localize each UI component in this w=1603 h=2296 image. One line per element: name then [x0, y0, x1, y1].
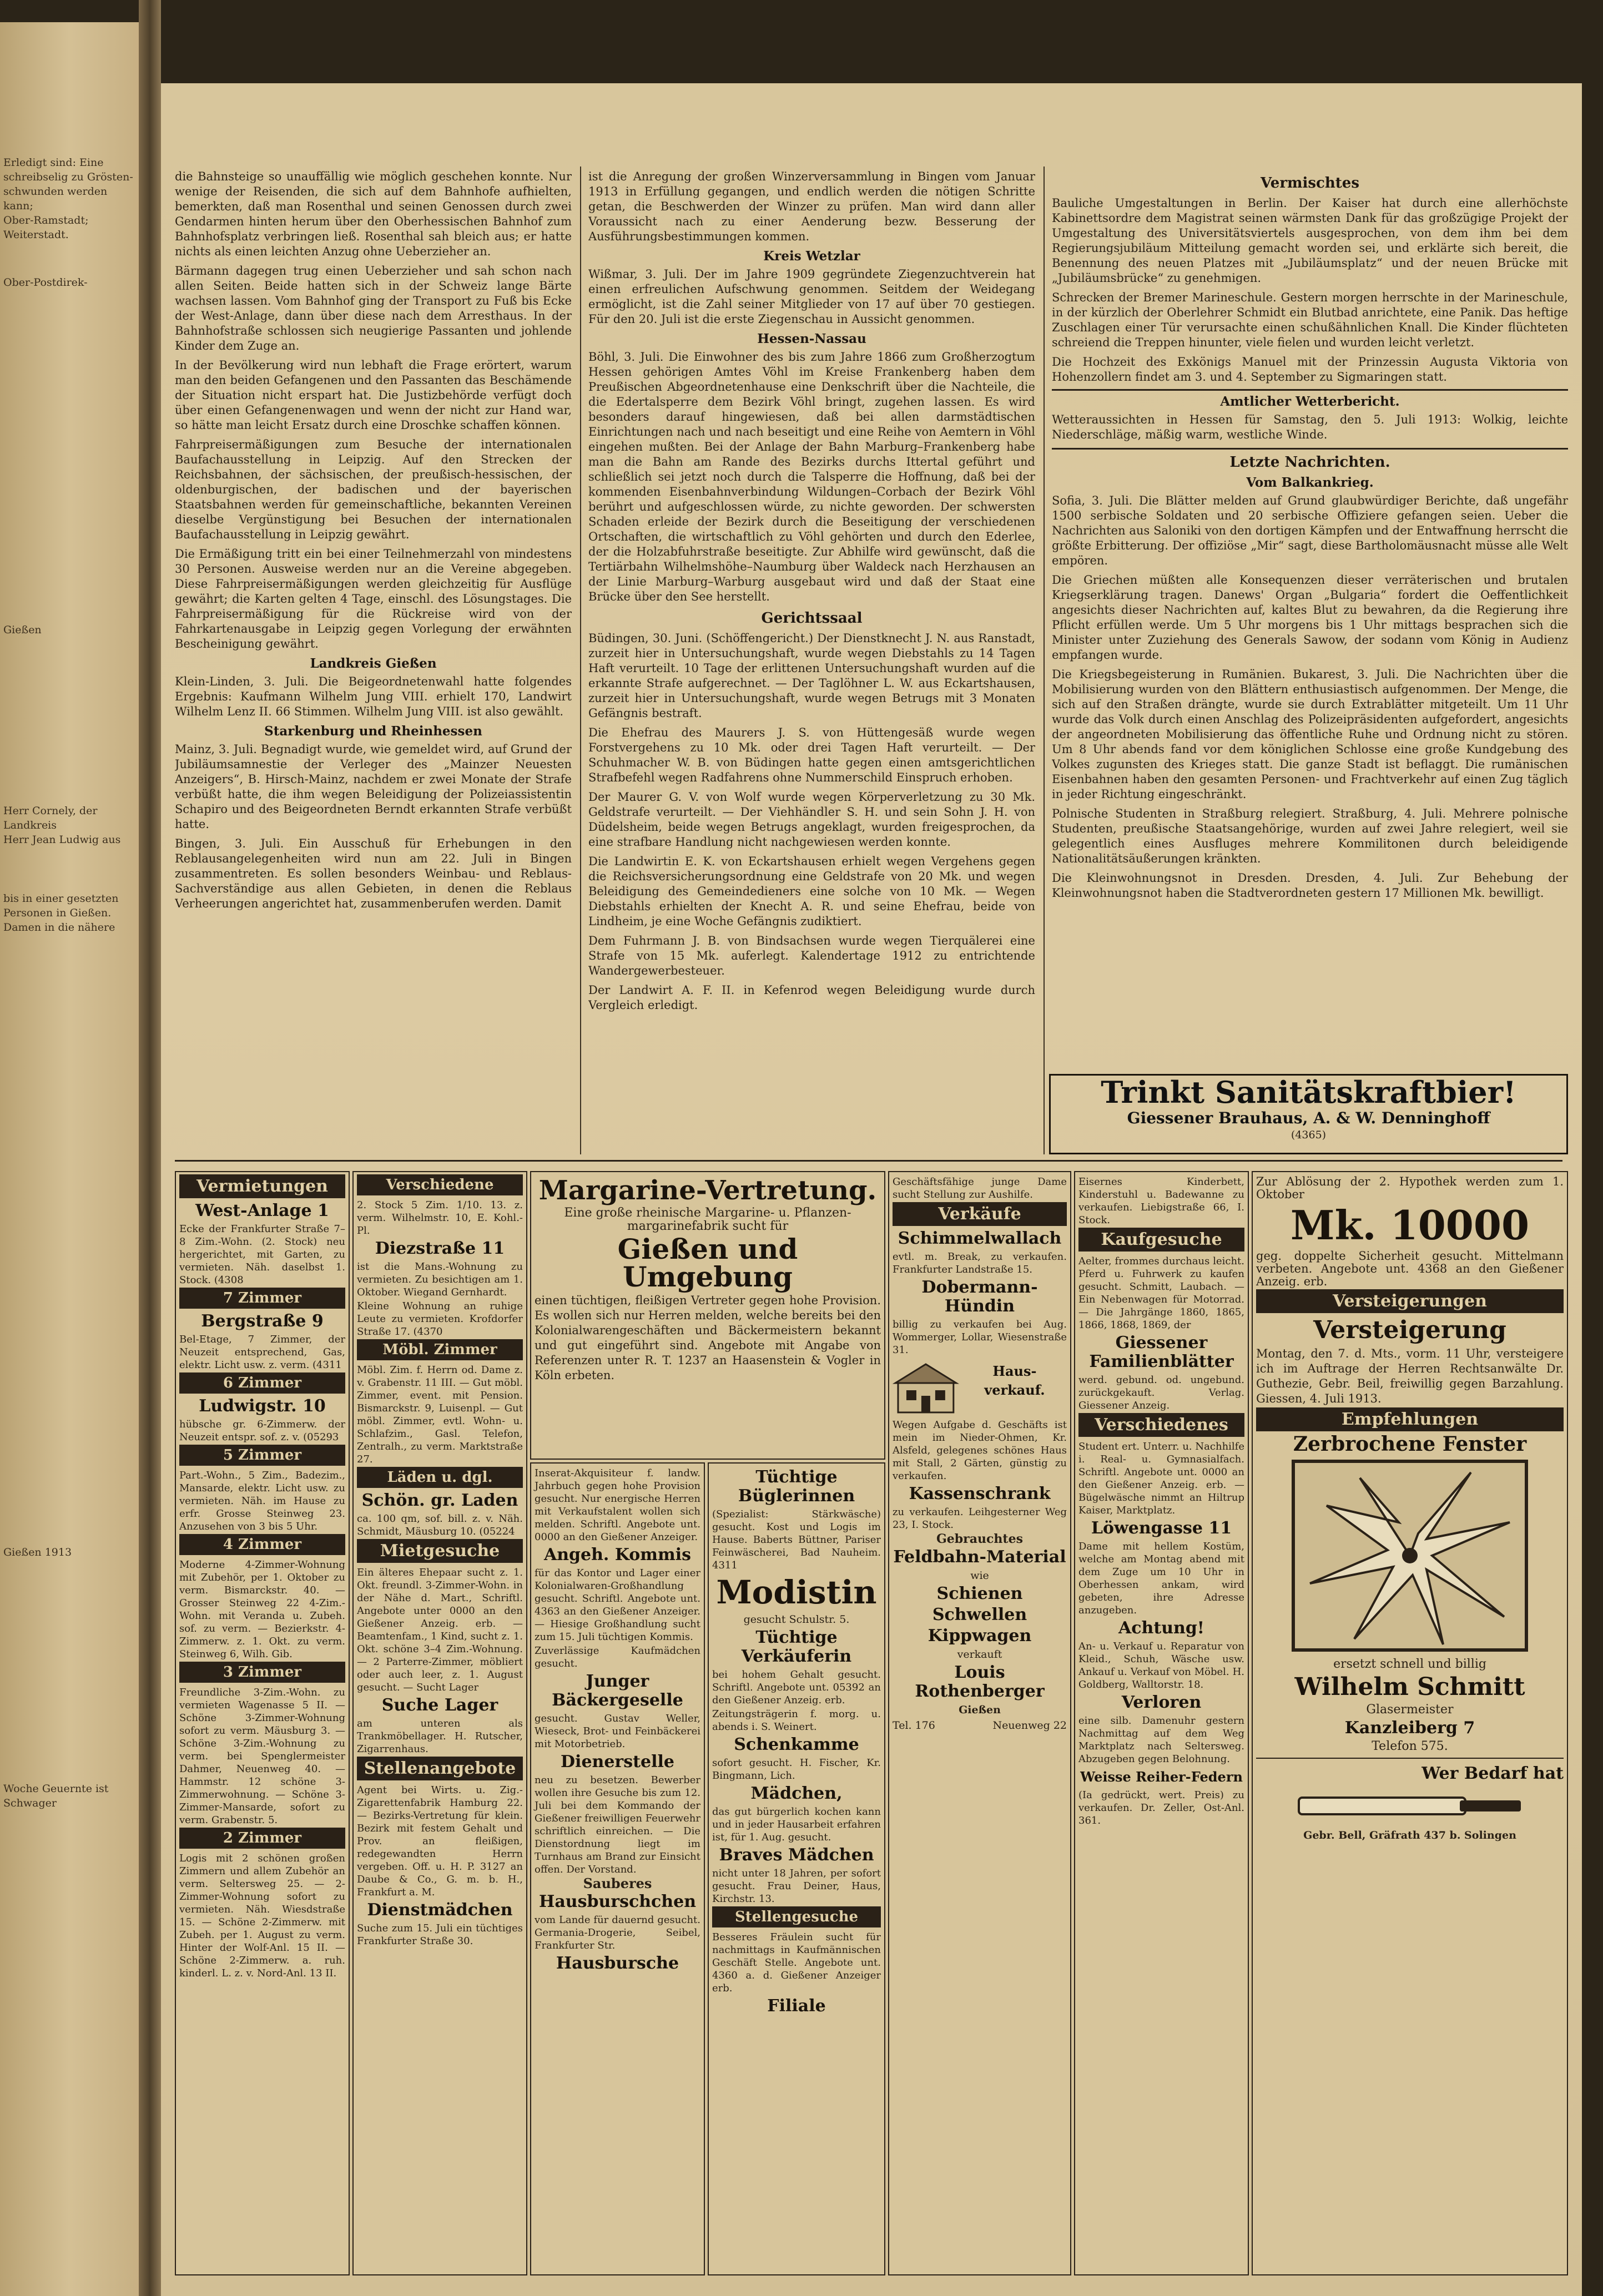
ad-text: Ein älteres Ehepaar sucht z. 1. Okt. freundl. 3-Zimmer-Wohn. in der Nähe d. Mart., Schriftl. Angebote unter 0000 an den Gießener Anzeig. erb. — Beamtenfam., 1 Kind, sucht z. 1. Okt. schöne 3–4 Zim.-Wohnung. — 2 Parterre-Zimmer, möbliert oder auch leer, z. 1. August gesucht. — Sucht Lager	[357, 1567, 523, 1693]
ad-title: Ludwigstr. 10	[199, 1396, 326, 1416]
left-line: Herr Cornely, der	[3, 805, 98, 817]
section-heading: Starkenburg und Rheinhessen	[264, 724, 482, 739]
ad-text: Sauberes	[583, 1875, 652, 1891]
ad-title: Hausburschchen	[538, 1892, 697, 1911]
article-paragraph: Mainz, 3. Juli. Begnadigt wurde, wie gemeldet wird, auf Grund der Jubiläumsamnestie der Verleger des „Mainzer Neuesten Anzeigers“, B. Hirsch-Mainz, nachdem er zwei Monate der Strafe verbüßt hatte, die ihm wegen Beleidigung der Polizeiassistentin Schapiro und des Beigeordneten Berndt erkannten Strafe verbüßt hatte.	[175, 743, 572, 831]
ad-section-label: Mietgesuche	[357, 1539, 523, 1563]
column-1	[175, 169, 572, 1157]
ad-section-label: Verschiedene	[357, 1174, 523, 1195]
ad-text: Part.-Wohn., 5 Zim., Badezim., Mansarde, elektr. Licht usw. zu vermieten. Näh. im Hause zu erfr. Grosse Steinweg 23. Anzusehen von 3 bis 5 Uhr.	[179, 1470, 345, 1532]
left-line: Gießen	[3, 624, 42, 636]
book-gutter	[139, 0, 161, 2296]
section-heading: Letzte Nachrichten.	[1052, 448, 1568, 471]
ad-text: eine silb. Damenuhr gestern Nachmittag auf dem Weg Marktplatz nach Seltersweg. Abzugeben gegen Belohnung.	[1078, 1715, 1244, 1765]
subsection-heading: Vom Balkankrieg.	[1246, 475, 1374, 490]
ad-text: Suche zum 15. Juli ein tüchtiges Frankfurter Straße 30.	[357, 1922, 523, 1947]
ad-column-empfehlungen	[1252, 1171, 1568, 2275]
razor-icon	[1293, 1787, 1526, 1825]
ad-section-label: 7 Zimmer	[179, 1288, 345, 1309]
ad-text: Kleine Wohnung an ruhige Leute zu vermieten. Krofdorfer Straße 17. (4370	[357, 1300, 523, 1338]
ad-section-label: 5 Zimmer	[179, 1445, 345, 1466]
ad-text: Eine große rheinische Margarine- u. Pflanzen-margarinefabrik sucht für	[564, 1206, 851, 1233]
ad-title: Dienerstelle	[561, 1752, 674, 1772]
ad-text: Ecke der Frankfurter Straße 7–8 Zim.-Wohn. (2. Stock) neu hergerichtet, mit Garten, zu vermieten. Näh. daselbst 1. Stock. (4308	[179, 1223, 345, 1286]
ad-title: Mk. 10000	[1290, 1202, 1530, 1249]
ad-text: werd. gebund. od. ungebund. zurückgekauft. Verlag. Giessener Anzeig.	[1078, 1374, 1244, 1411]
article-paragraph: Fahrpreisermäßigungen zum Besuche der internationalen Baufachausstellung in Leipzig. Auf den Strecken der Reichsbahnen, der sächsischen, der preußisch-hessischen, der oldenburgischen, der badischen und der bayerischen Staatsbahnen werden für gemeinschaftliche, bekannten Vereinen dieselbe Vergünstigung bei Besuchen der internationalen Baufachausstellung in Leipzig gewährt.	[175, 438, 572, 541]
left-line: schwunden werden kann;	[3, 185, 108, 212]
ad-title: Feldbahn-Material	[893, 1547, 1066, 1567]
article-paragraph: Wißmar, 3. Juli. Der im Jahre 1909 gegründete Ziegenzuchtverein hat einen erfreulichen Aufschwung genommen. Seitdem der Weidegang ermöglicht, ist die Zahl seiner Mitglieder von 17 auf über 70 gestiegen. Für den 20. Juli ist die erste Ziegenschau in Aussicht genommen.	[588, 268, 1035, 326]
ad-text: Gebr. Bell, Gräfrath 437 b. Solingen	[1303, 1829, 1516, 1841]
article-paragraph: Die Griechen müßten alle Konsequenzen dieser verräterischen und brutalen Kriegserklärung tragen. Danews' Organ „Bulgaria“ fordert die Oeffentlichkeit angesichts dieser Nachrichten auf, kaltes Blut zu bewahren, da die Regierung ihre Pflicht erfüllen werde. Um 5 Uhr morgens bis 1 Uhr mittags besprachen sich die Minister unter Zuziehung des Generals Sawow, der sodann vom König in Audienz empfangen wurde.	[1052, 573, 1568, 662]
ad-text: gesucht. Gustav Weller, Wieseck, Brot- und Feinbäckerei mit Motorbetrieb.	[535, 1713, 700, 1750]
ad-title: Schienen	[936, 1584, 1023, 1603]
ad-text: Eisernes Kinderbett, Kinderstuhl u. Badewanne zu verkaufen. Liebigstraße 66, I. Stock.	[1078, 1176, 1244, 1226]
house-icon	[893, 1360, 959, 1415]
section-heading: Landkreis Gießen	[310, 656, 437, 671]
left-line: Gießen 1913	[3, 1546, 72, 1558]
article-paragraph: Die Ermäßigung tritt ein bei einer Teilnehmerzahl von mindestens 30 Personen. Ausweise werden nur an die Vereine abgegeben. Diese Fahrpreisermäßigungen werden gleichzeitig für Ausflüge gewährt; die Karten gelten 4 Tage, einschl. des Lösungstages. Die Fahrpreisermäßigung für die Rückreise wird von der Fahrkartenausgabe in Leipzig gegen Vorlegung der erwähnten Bescheinigung gewährt.	[175, 547, 572, 650]
ad-text: Dame mit hellem Kostüm, welche am Montag abend mit dem Zuge um 10 Uhr in Oberhessen ankam, wird gebeten, ihre Adresse anzugeben.	[1078, 1541, 1244, 1616]
ad-text: Zeitungsträgerin f. morg. u. abends i. S. Weinert.	[712, 1708, 881, 1733]
ad-text: sofort gesucht. H. Fischer, Kr. Bingmann, Lich.	[712, 1757, 881, 1782]
section-heading: Vermischtes	[1261, 175, 1359, 191]
banner-subtitle: Giessener Brauhaus, A. & W. Denninghoff	[1127, 1109, 1490, 1127]
ad-text: das gut bürgerlich kochen kann und in jeder Hausarbeit erfahren ist, für 1. Aug. gesucht.	[712, 1806, 881, 1843]
ad-title: Diezstraße 11	[375, 1239, 505, 1258]
ad-column-kaufgesuche	[1074, 1171, 1249, 2275]
article-paragraph: In der Bevölkerung wird nun lebhaft die Frage erörtert, warum man den beiden Gefangenen und den Passanten das Beschämende der Situation nicht erspart hat. Die Justizbehörde verfügt doch über einen Gefangenenwagen und wenn der nicht zur Hand war, so hätte man leicht Ersatz durch eine Droschke schaffen können.	[175, 359, 572, 432]
ad-text: hübsche gr. 6-Zimmerw. der Neuzeit entspr. sof. z. v. (05293	[179, 1419, 345, 1443]
column-2	[588, 169, 1035, 1157]
article-paragraph: Bärmann dagegen trug einen Ueberzieher und sah schon nach allen Seiten. Beide hatten sich in der Schweiz lange Bärte wachsen lassen. Vom Bahnhof ging der Transport zu Fuß bis Ecke der West-Anlage, dann über diese nach dem Arresthaus. In der Bahnhofstraße schlossen sich neugierige Passanten und johlende Kinder dem Zuge an.	[175, 264, 572, 352]
ad-text: Freundliche 3-Zim.-Wohn. zu vermieten Wagenasse 5 II. — Schöne 3-Zimmer-Wohnung sofort zu verm. Mäusburg 3. — Schöne 3-Zim.-Wohnung zu verm. bei Spenglermeister Dahmer, Neuenweg 40. — Hammstr. 12 schöne 3-Zimmerwohnung. — Schöne 3-Zimmer-Mansarde, sofort zu verm. Grabenstr. 5.	[179, 1687, 345, 1826]
ad-title: Achtung!	[1118, 1618, 1204, 1638]
ad-title: Mädchen,	[750, 1784, 843, 1803]
ad-text: gesucht Schulstr. 5.	[743, 1613, 850, 1626]
article-paragraph: Die Hochzeit des Exkönigs Manuel mit der Prinzessin Augusta Viktoria von Hohenzollern findet am 3. und 4. September zu Sigmaringen statt.	[1052, 355, 1568, 383]
ad-column-stellen-1	[530, 1462, 705, 2275]
ad-title: Angeh. Kommis	[543, 1545, 692, 1565]
beer-banner	[1049, 1074, 1568, 1154]
left-line: Personen in Gießen.	[3, 907, 112, 919]
ad-section-label: Versteigerungen	[1256, 1289, 1564, 1313]
ad-text: Student ert. Unterr. u. Nachhilfe i. Real- u. Gymnasialfach. Schriftl. Angebote unt. 0000 an den Gießener Anzeig. erb. — Bügelwäsche nimmt an Hiltrup Kaiser, Marktplatz.	[1078, 1441, 1244, 1516]
ad-text: vom Lande für dauernd gesucht. Germania-Drogerie, Seibel, Frankfurter Str.	[535, 1914, 700, 1951]
ad-text: bei hohem Gehalt gesucht. Schriftl. Angebote unt. 05392 an den Gießener Anzeig. erb.	[712, 1669, 881, 1706]
left-line: Landkreis	[3, 819, 57, 831]
ad-column-verkaeufe	[888, 1171, 1071, 2275]
left-line: schreibselig zu Grösten-	[3, 171, 133, 183]
ad-title: Suche Lager	[381, 1695, 498, 1715]
ad-title: Verloren	[1121, 1693, 1202, 1712]
ad-title: Weisse Reiher-Federn	[1080, 1769, 1243, 1785]
adjacent-page	[0, 22, 139, 2296]
ad-section-label: Kaufgesuche	[1078, 1228, 1244, 1252]
ad-section-label: 2 Zimmer	[179, 1828, 345, 1849]
article-paragraph: Bauliche Umgestaltungen in Berlin. Der Kaiser hat durch eine allerhöchste Kabinettsordre dem Magistrat seinen wärmsten Dank für das großzügige Projekt der Umgestaltung des Universitätsviertels ausgesprochen, von dem ihm bei dem Regierungsjubiläum Mitteilung gemacht worden sei, und erklärte sich bereit, die Benennung des neuen Platzes mit „Jubiläumsplatz“ und der neuen Brücke mit „Jubiläumsbrücke“ zu genehmigen.	[1052, 196, 1568, 285]
ad-section-label: 6 Zimmer	[179, 1372, 345, 1394]
left-line: bis in einer gesetzten	[3, 892, 119, 905]
ad-section-label: 3 Zimmer	[179, 1662, 345, 1683]
ad-title: Tüchtige Verkäuferin	[741, 1628, 852, 1666]
banner-number: (4365)	[1291, 1129, 1327, 1141]
ad-title: Junger Bäckergeselle	[552, 1672, 683, 1710]
ad-text: An- u. Verkauf u. Reparatur von Kleid., Schuh, Wäsche usw. Ankauf u. Verkauf von Möbel. H. Goldberg, Walltorstr. 18.	[1078, 1641, 1244, 1691]
article-paragraph: Die Kleinwohnungsnot in Dresden. Dresden, 4. Juli. Zur Behebung der Kleinwohnungsnot haben die Stadtverordneten gestern 17 Millionen Mk. bewilligt.	[1052, 871, 1568, 900]
newspaper-page	[161, 83, 1582, 2296]
ad-section-label: Empfehlungen	[1256, 1407, 1564, 1431]
ad-title: Louis Rothenberger	[915, 1663, 1045, 1701]
ad-text: Besseres Fräulein sucht für nachmittags in Kaufmännischen Geschäft Stelle. Angebote unt. 4360 a. d. Gießener Anzeiger erb.	[712, 1931, 881, 1994]
ad-title: Bergstraße 9	[201, 1311, 324, 1331]
ad-text: Zuverlässige Kaufmädchen gesucht.	[535, 1645, 700, 1669]
ad-margarine	[530, 1171, 885, 1460]
ad-text: am unteren als Trankmöbellager. H. Rutscher, Zigarrenhaus.	[357, 1718, 523, 1755]
ad-title: Dobermann-Hündin	[921, 1278, 1038, 1316]
left-line: Damen in die nähere	[3, 921, 115, 933]
article-paragraph: Bingen, 3. Juli. Ein Ausschuß für Erhebungen in den Reblausangelegenheiten wird nun am 22. Juli in Bingen zusammentreten. Es sollen besonders Weinbau- und Reblaus-Sachverständige aus allen Gebieten, in denen die Reblaus Verheerungen angerichtet hat, zusammenberufen werden. Damit	[175, 837, 572, 910]
ad-text: Zur Ablösung der 2. Hypothek werden zum 1. Oktober	[1256, 1175, 1564, 1201]
ad-text: Telefon 575.	[1372, 1739, 1448, 1753]
ad-text: für das Kontor und Lager einer Kolonialwaren-Großhandlung gesucht. Schriftl. Angebote unt. 4363 an den Gießener Anzeiger. — Hiesige Großhandlung sucht zum 15. Juli tüchtigen Kommis.	[535, 1567, 700, 1643]
ad-text: Geschäftsfähige junge Dame sucht Stellung zur Aushilfe.	[893, 1176, 1067, 1200]
ad-title: Kassenschrank	[909, 1484, 1051, 1503]
left-line: Herr Jean Ludwig aus	[3, 834, 121, 846]
ad-text: ist die Mans.-Wohnung zu vermieten. Zu besichtigen am 1. Oktober. Wiegand Gernhardt.	[357, 1261, 523, 1298]
broken-window-icon	[1260, 1456, 1560, 1656]
ad-text: Montag, den 7. d. Mts., vorm. 11 Uhr, versteigere ich im Auftrage der Herren Rechtsanwälte Dr. Guthezie, Gebr. Beil, freiwillig gegen Barzahlung. Giessen, 4. Juli 1913.	[1256, 1347, 1564, 1405]
ad-text: (Ia gedrückt, wert. Preis) zu verkaufen. Dr. Zeller, Ost-Anl. 361.	[1078, 1789, 1244, 1826]
ad-column-stellen-2	[708, 1462, 885, 2275]
ad-title: Braves Mädchen	[719, 1845, 874, 1865]
article-paragraph: Dem Fuhrmann J. B. von Bindsachsen wurde wegen Tierquälerei eine Strafe von 15 Mk. auferlegt. Kalendertage 1912 zu entrichtende Wandergewerbesteuer.	[588, 934, 1035, 977]
weather-heading: Amtlicher Wetterbericht.	[1052, 389, 1568, 409]
ad-text: billig zu verkaufen bei Aug. Wommerger, Lollar, Wiesenstraße 31.	[893, 1319, 1067, 1356]
left-line: Ober-Ramstadt;	[3, 214, 89, 226]
section-divider	[175, 1160, 1562, 1162]
ad-text: nicht unter 18 Jahren, per sofort gesucht. Frau Deiner, Haus, Kirchstr. 13.	[712, 1868, 881, 1905]
ad-column-verschiedene	[352, 1171, 527, 2275]
left-line: Weiterstadt.	[3, 229, 69, 241]
ad-text: Neuenweg 22	[992, 1719, 1067, 1732]
ad-title: Schön. gr. Laden	[361, 1491, 518, 1510]
ad-text: Möbl. Zim. f. Herrn od. Dame z. v. Grabenstr. 11 III. — Gut möbl. Zimmer, event. mit Pension. Bismarckstr. 9, Luisenpl. — Gut möbl. Zimmer, evtl. Wohn- u. Schlafzim., Gasl. Telefon, Zentralh., zu verm. Marktstraße 27.	[357, 1364, 523, 1465]
ad-text: geg. doppelte Sicherheit gesucht. Mittelmann verbeten. Angebote unt. 4368 an den Gießener Anzeig. erb.	[1256, 1249, 1564, 1288]
ad-section-label: Verkäufe	[893, 1202, 1067, 1226]
column-3	[1052, 169, 1568, 1091]
ad-section-label: 4 Zimmer	[179, 1534, 345, 1555]
article-paragraph: Der Maurer G. V. von Wolf wurde wegen Körperverletzung zu 30 Mk. Geldstrafe verurteilt. — Der Viehhändler S. H. und sein Sohn J. H. von Düdelsheim, beide wegen Betrugs angeklagt, wurden freigesprochen, da eine strafbare Handlung nicht nachgewiesen werden konnte.	[588, 790, 1035, 849]
ad-text: Tel. 176	[893, 1719, 935, 1732]
left-line: Woche Geuernte ist	[3, 1783, 109, 1795]
ad-title: Tüchtige Büglerinnen	[738, 1467, 855, 1506]
ad-text: (Spezialist: Stärkwäsche) gesucht. Kost und Logis im Hause. Baberts Büttner, Pariser Feinwäscherei, Bad Nauheim. 4311	[712, 1508, 881, 1571]
article-paragraph: Die Kriegsbegeisterung in Rumänien. Bukarest, 3. Juli. Die Nachrichten über die Mobilisierung wurden von den Blättern enthusiastisch aufgenommen. Der Menge, die sich auf den Straßen drängte, wurde sie durch Extrablätter mitgeteilt. Um 11 Uhr wurde das Volk durch einen Anschlag des Polizeipräsidenten aufgefordert, angesichts der angeordneten Mobilisierung das öffentliche Ruhe und Ordnung nicht zu stören. Um 8 Uhr abends fand vor dem königlichen Schlosse eine große Kundgebung des Volkes zugunsten des Krieges statt. Die ganze Stadt ist beflaggt. Die rumänischen Eisenbahnen haben den gesamten Personen- und Frachtverkehr auf einen Zug täglich in jeder Richtung eingeschränkt.	[1052, 668, 1568, 801]
ad-section-label: Möbl. Zimmer	[357, 1339, 523, 1360]
article-paragraph: Der Landwirt A. F. II. in Kefenrod wegen Beleidigung wurde durch Vergleich erledigt.	[588, 983, 1035, 1012]
ad-section-label: Stellenangebote	[357, 1757, 523, 1780]
ad-text: Glasermeister	[1366, 1703, 1454, 1717]
ad-title: Dienstmädchen	[367, 1900, 513, 1920]
article-paragraph: Polnische Studenten in Straßburg relegiert. Straßburg, 4. Juli. Mehrere polnische Studenten, preußische Staatsangehörige, wurden auf zwei Jahre relegiert, weil sie gelegentlich eines Ausfluges mehrere Kommilitonen durch beleidigende Nationalitätsäußerungen kränkten.	[1052, 807, 1568, 865]
article-paragraph: Böhl, 3. Juli. Die Einwohner des bis zum Jahre 1866 zum Großherzogtum Hessen gehörigen Amtes Vöhl im Kreise Frankenberg haben dem Preußischen Abgeordnetenhause eine Denkschrift über die Nachteile, die die Edertalsperre dem Bezirk Vöhl bringt, zugehen lassen. Es wird besonders darauf hingewiesen, daß bei allen darmstädtischen Einrichtungen nach und nach beseitigt und eine Reihe von Aemtern in Vöhl eingehen mußten. Bei der Anlage der Bahn Marburg–Frankenberg habe man die Bahn am Rande des Bezirks durchs Ittertal geführt und schließlich sei jetzt noch durch die Talsperre die Hoffnung, daß bei der kommenden Eisenbahnverbindung Wildungen–Corbach der Bezirk Vöhl berührt und aufgeschlossen würde, zu nichte geworden. Der schwersten Schaden erleide der Bezirk durch die Beseitigung der verschiedenen Ortschaften, die wirtschaftlich zu Vöhl gehörten und durch den Ederlee, der die Holzabfuhrstraße beseitigte. Zur Abhilfe wird gewünscht, daß die Tertiärbahn Wilhelmshöhe–Naumburg über Waldeck nach Herzhausen an der Linie Marburg–Warburg ausgebaut wird und daß der Staat eine Brücke über den See herstellt.	[588, 350, 1035, 603]
ad-text: wie	[970, 1570, 989, 1582]
ad-text: Gebrauchtes	[936, 1532, 1023, 1546]
ad-title: Giessener Familienblätter	[1089, 1333, 1234, 1371]
ad-title: Wer Bedarf hat	[1421, 1764, 1564, 1783]
ad-title: Kanzleiberg 7	[1344, 1718, 1475, 1738]
ad-text: zu verkaufen. Leihgesterner Weg 23, I. Stock.	[893, 1506, 1067, 1531]
section-heading: Hessen-Nassau	[757, 331, 866, 346]
ad-section-label: Stellengesuche	[712, 1906, 881, 1927]
ad-title: Margarine-Vertretung.	[538, 1175, 877, 1206]
section-heading: Kreis Wetzlar	[763, 249, 860, 264]
ad-text: Wegen Aufgabe d. Geschäfts ist mein im Nieder-Ohmen, Kr. Alsfeld, gelegenes schönes Haus mit Stall, 2 Gärten, günstig zu verkaufen.	[893, 1419, 1067, 1482]
ad-text: ca. 100 qm, sof. bill. z. v. Näh. Schmidt, Mäusburg 10. (05224	[357, 1513, 523, 1537]
article-paragraph: Sofia, 3. Juli. Die Blätter melden auf Grund glaubwürdiger Berichte, daß ungefähr 1500 serbische Soldaten und 20 serbische Offiziere gefangen seien. Ueber die Nachrichten aus Saloniki von den dortigen Kämpfen und der Entwaffnung herrscht die größte Erbitterung. Der offiziöse „Mir“ sagt, diese Bartholomäusnacht müsse alle Welt empören.	[1052, 494, 1568, 567]
ad-title: Hausbursche	[556, 1954, 679, 1973]
article-paragraph: Büdingen, 30. Juni. (Schöffengericht.) Der Dienstknecht J. N. aus Ranstadt, zurzeit hier in Untersuchungshaft, wurde wegen Diebstahls zu 14 Tagen Haft verurteilt. 10 Tage der erlittenen Untersuchungshaft wurden auf die erkannte Strafe aufgerechnet. — Der Taglöhner L. W. aus Eckartshausen, zurzeit hier in Untersuchungshaft, wurde wegen Betrugs mit 3 Monaten Gefängnis bestraft.	[588, 632, 1035, 720]
article-paragraph: Schrecken der Bremer Marineschule. Gestern morgen herrschte in der Marineschule, in der kürzlich der Oberlehrer Schmidt ein Blutbad anrichtete, eine Panik. Das heftige Zuschlagen einer Tür verursachte einen schußähnlichen Knall. Die Kinder flüchteten schreiend die Treppen hinunter, viele fielen und wurden leicht verletzt.	[1052, 291, 1568, 349]
ad-text: einen tüchtigen, fleißigen Vertreter gegen hohe Provision. Es wollen sich nur Herren melden, welche bereits bei den Kolonialwarengeschäften und Bäckermeistern bekannt und gut eingeführt sind. Angebote mit Angabe von Referenzen unter R. T. 1237 an Haasenstein & Vogler in Köln erbeten.	[535, 1294, 881, 1382]
banner-title: Trinkt Sanitätskraftbier!	[1101, 1074, 1516, 1110]
left-line: Ober-Postdirek-	[3, 276, 88, 289]
ad-title: Schenkamme	[734, 1735, 859, 1754]
ad-title: Löwengasse 11	[1091, 1518, 1232, 1538]
house-illustration	[893, 1360, 1067, 1415]
ad-title: Versteigerung	[1313, 1316, 1506, 1344]
ad-text: verkauft	[957, 1648, 1002, 1661]
ad-text: Agent bei Wirts. u. Zig.-Zigarettenfabrik Hamburg 22. — Bezirks-Vertretung für klein. Bezirk mit festem Gehalt und Prov. an fleißigen, redegewandten Herrn vergeben. Off. u. H. P. 3127 an Daube & Co., G. m. b. H., Frankfurt a. M.	[357, 1784, 523, 1898]
ad-text: Inserat-Akquisiteur f. landw. Jahrbuch gegen hohe Provision gesucht. Nur energische Herren mit Verkaufstalent wollen sich melden. Schriftl. Angebote unt. 0000 an den Gießener Anzeiger.	[535, 1467, 700, 1543]
article-paragraph: Die Ehefrau des Maurers J. S. von Hüttengesäß wurde wegen Forstvergehens zu 10 Mk. oder drei Tagen Haft verurteilt. — Der Schuhmacher W. B. von Büdingen hatte gegen einen amtsgerichtlichen Strafbefehl wegen Radfahrens ohne Nummerschild Einspruch erhoben.	[588, 726, 1035, 784]
ad-section-label: Vermietungen	[179, 1174, 345, 1198]
column-rule	[580, 166, 581, 1154]
ad-title: Modistin	[716, 1573, 877, 1611]
ad-text: ersetzt schnell und billig	[1333, 1657, 1486, 1671]
ad-text: 2. Stock 5 Zim. 1/10. 13. z. verm. Wilhelmstr. 10, E. Kohl.-Pl.	[357, 1199, 523, 1237]
ad-text: Bel-Etage, 7 Zimmer, der Neuzeit entsprechend, Gas, elektr. Licht usw. z. verm. (4311	[179, 1334, 345, 1371]
ad-text: evtl. m. Break, zu verkaufen. Frankfurter Landstraße 15.	[893, 1251, 1067, 1275]
ad-column-vermietungen	[175, 1171, 350, 2275]
ad-text: neu zu besetzen. Bewerber wollen ihre Gesuche bis zum 12. Juli bei dem Kommando der Gießener freiwilligen Feuerwehr schriftlich einreichen. — Die Dienstordnung liegt im Turnhaus am Brand zur Einsicht offen. Der Vorstand.	[535, 1774, 700, 1875]
ad-title: Schwellen	[932, 1605, 1027, 1624]
column-rule	[1044, 166, 1045, 1154]
left-line: Schwager	[3, 1797, 57, 1809]
weather-text: Wetteraussichten in Hessen für Samstag, den 5. Juli 1913: Wolkig, leichte Niederschläge, mäßig warm, westliche Winde.	[1052, 413, 1568, 441]
ad-title: Zerbrochene Fenster	[1293, 1432, 1527, 1456]
ad-title: Gießen und Umgebung	[617, 1233, 798, 1293]
ad-title: Kippwagen	[927, 1626, 1032, 1646]
article-paragraph: die Bahnsteige so unauffällig wie möglich geschehen konnte. Nur wenige der Reisenden, die sich auf dem Bahnhofe aufhielten, bemerkten, daß man Rosenthal und seinen Genossen durch zwei Gendarmen hinten herum über den Oberhessischen Bahnhof zum Bahnhofsplatz verbringen ließ. Rosenthal sah bleich aus; er hatte nichts als einen leichten Anzug ohne Ueberzieher an.	[175, 170, 572, 258]
ad-section-label: Läden u. dgl.	[357, 1467, 523, 1488]
ad-text: Logis mit 2 schönen großen Zimmern und allem Zubehör an verm. Seltersweg 25. — 2-Zimmer-Wohnung sofort zu vermieten. Näh. Wiesdstraße 15. — Schöne 2-Zimmerw. mit Zubeh. per 1. August zu verm. Hinter der Wolf-Anl. 15 II. — Schöne 2-Zimmerw. a. ruh. kinderl. L. z. v. Nord-Anl. 13 II.	[179, 1853, 345, 1979]
ad-title: Haus-verkauf.	[984, 1363, 1045, 1398]
ad-title: Filiale	[767, 1996, 826, 2016]
article-paragraph: Die Landwirtin E. K. von Eckartshausen erhielt wegen Vergehens gegen die Reichsversicherungsordnung eine Geldstrafe von 20 Mk. und wegen Beleidigung des Gemeindedieners eine solche von 10 Mk. — Wegen Diebstahls erhielten der Knecht A. R. und seine Ehefrau, beide von Lindheim, je eine Woche Gefängnis zudiktiert.	[588, 855, 1035, 928]
ad-text: Aelter, frommes durchaus leicht. Pferd u. Fuhrwerk zu kaufen gesucht. Schmitt, Laubach. — Ein Nebenwagen für Motorrad. — Die Jahrgänge 1860, 1865, 1866, 1868, 1869, der	[1078, 1255, 1244, 1331]
ad-text: Moderne 4-Zimmer-Wohnung mit Zubehör, per 1. Oktober zu verm. Bismarckstr. 40. — Grosser Steinweg 22 4-Zim.-Wohn. mit Veranda u. Zubeh. sof. zu verm. — Bezierkstr. 4-Zimmerw. z. 1. Okt. zu verm. Steinweg 6, Wilh. Gib.	[179, 1559, 345, 1660]
section-heading: Gerichtssaal	[761, 610, 863, 627]
left-line: Erledigt sind: Eine	[3, 157, 104, 169]
ad-text: Gießen	[959, 1704, 1001, 1716]
ad-title: West-Anlage 1	[195, 1201, 329, 1220]
ad-section-label: Verschiedenes	[1078, 1413, 1244, 1437]
article-paragraph: ist die Anregung der großen Winzerversammlung in Bingen vom Januar 1913 in Erfüllung gegangen, und endlich werden die nötigen Schritte getan, die Beschwerden der Winzer zu prüfen. Man wird dann aller Voraussicht nach zu einer Aenderung bezw. Besserung der Ausführungsbestimmungen kommen.	[588, 170, 1035, 243]
ad-title: Schimmelwallach	[898, 1229, 1062, 1248]
article-paragraph: Klein-Linden, 3. Juli. Die Beigeordnetenwahl hatte folgendes Ergebnis: Kaufmann Wilhelm Jung VIII. erhielt 170, Landwirt Wilhelm Lenz II. 66 Stimmen. Wilhelm Jung VIII. ist also gewählt.	[175, 675, 572, 718]
ad-title: Wilhelm Schmitt	[1294, 1673, 1525, 1701]
